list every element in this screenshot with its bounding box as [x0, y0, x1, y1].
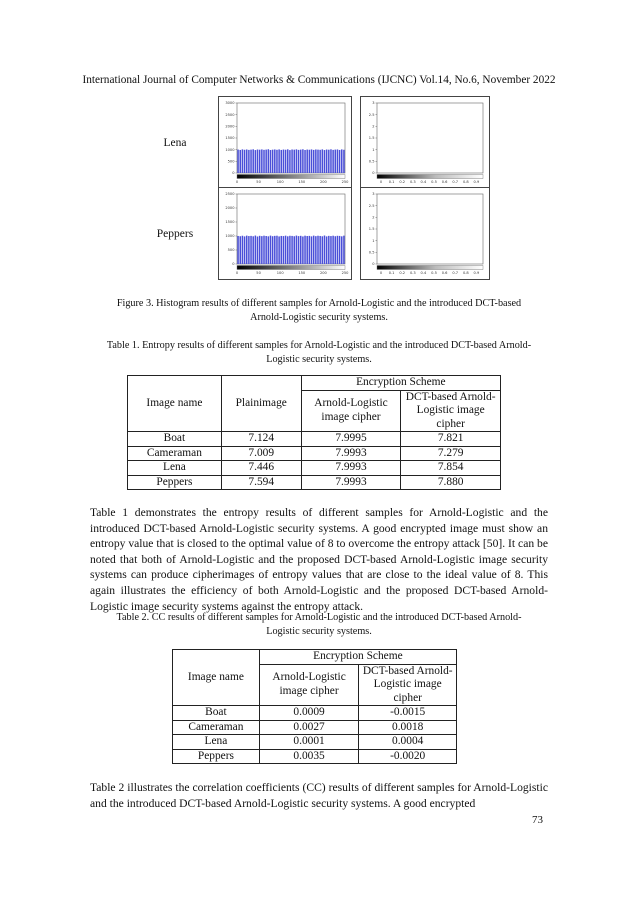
- table-1-col-image-name: Image name: [128, 376, 222, 432]
- table-2: [172, 649, 457, 764]
- histogram-bar: [339, 150, 341, 173]
- y-tick-label: 3: [372, 192, 375, 197]
- pixel-distribution-peppers: [360, 187, 490, 280]
- x-tick-label: 0.1: [388, 271, 395, 275]
- y-tick-label: 2.5: [368, 112, 375, 117]
- histogram-bar: [289, 150, 291, 173]
- y-tick-label: 0.5: [368, 250, 375, 255]
- histogram-bar: [309, 236, 311, 264]
- x-tick-label: 0.2: [399, 271, 406, 275]
- table-2-col-image-name: Image name: [173, 650, 260, 706]
- table-1-caption-line-1: Table 1. Entropy results of different samples for Arnold-Logistic and the introduced DCT-based Arnold-: [106, 340, 532, 351]
- y-tick-label: 0: [372, 262, 375, 267]
- table-1-header-row: [128, 376, 501, 391]
- histogram-bar: [319, 236, 321, 264]
- histogram-bar: [300, 150, 302, 173]
- histogram-bar: [265, 150, 267, 173]
- y-tick-label: 1.5: [368, 227, 375, 232]
- histogram-bar: [306, 150, 308, 173]
- histogram-peppers: [218, 187, 352, 280]
- histogram-bar: [341, 236, 343, 264]
- histogram-bar: [237, 236, 239, 264]
- histogram-bar: [300, 236, 302, 264]
- histogram-bar: [252, 236, 254, 264]
- y-tick-label: 2500: [225, 192, 235, 197]
- cell-dct-based: 0.0018: [359, 720, 457, 735]
- cell-arnold-logistic: 0.0027: [259, 720, 359, 735]
- histogram-bar: [250, 150, 252, 173]
- cell-image-name: Peppers: [128, 475, 222, 490]
- table-row: [173, 749, 457, 764]
- table-2-col-dct-based: DCT-based Arnold-Logistic image cipher: [359, 664, 457, 706]
- cell-dct-based: -0.0015: [359, 706, 457, 721]
- paragraph-correlation: Table 2 illustrates the correlation coefficients (CC) results of different samples for Arnold-Logistic and the introduced DCT-based Arnold-Logistic security systems. A good encrypted: [90, 781, 548, 810]
- histogram-bar: [291, 150, 293, 173]
- histogram-bar: [330, 149, 332, 173]
- cell-dct-based: 7.279: [401, 446, 501, 461]
- histogram-bar: [326, 236, 328, 264]
- histogram-bar: [242, 149, 244, 173]
- x-tick-label: 0.5: [431, 180, 437, 184]
- figure-caption: [60, 297, 578, 325]
- histogram-bar: [291, 236, 293, 264]
- x-tick-label: 250: [341, 180, 349, 184]
- y-tick-label: 0: [232, 171, 235, 176]
- x-tick-label: 0.9: [473, 271, 480, 275]
- histogram-bar: [289, 236, 291, 264]
- x-tick-label: 0.4: [420, 271, 427, 275]
- histogram-bar: [317, 150, 319, 173]
- histogram-bar: [337, 149, 339, 173]
- x-tick-label: 0.6: [441, 180, 448, 184]
- histogram-bar: [328, 236, 330, 264]
- histogram-bar: [313, 150, 315, 173]
- table-1-caption: [60, 339, 578, 367]
- y-tick-label: 0: [232, 262, 235, 267]
- cell-image-name: Peppers: [173, 749, 260, 764]
- histogram-bar: [268, 236, 270, 264]
- x-tick-label: 0: [379, 271, 383, 275]
- y-tick-label: 1500: [225, 220, 235, 225]
- cell-plainimage: 7.009: [221, 446, 301, 461]
- cell-dct-based: 7.880: [401, 475, 501, 490]
- histogram-bar: [274, 149, 276, 173]
- table-2-header-row: [173, 650, 457, 665]
- x-tick-label: 0: [379, 180, 383, 184]
- cell-image-name: Boat: [128, 432, 222, 447]
- histogram-bar: [324, 236, 326, 264]
- plot-frame: [377, 103, 483, 173]
- y-tick-label: 2.5: [368, 203, 375, 208]
- y-tick-label: 2000: [225, 124, 235, 129]
- histogram-bar: [313, 236, 315, 264]
- table-row: [128, 461, 501, 476]
- x-tick-label: 50: [256, 271, 261, 275]
- y-tick-label: 3000: [225, 101, 235, 106]
- histogram-bar: [276, 150, 278, 173]
- figure-caption-line-1: Figure 3. Histogram results of different samples for Arnold-Logistic and the introduced DCT-based: [116, 298, 522, 309]
- cell-arnold-logistic: 0.0001: [259, 735, 359, 750]
- cell-dct-based: -0.0020: [359, 749, 457, 764]
- histogram-bar: [259, 150, 261, 173]
- histogram-bar: [293, 150, 295, 173]
- table-row: [173, 735, 457, 750]
- histogram-bar: [252, 149, 254, 173]
- plot-frame: [377, 194, 483, 264]
- histogram-bar: [335, 150, 337, 173]
- histogram-bar: [261, 236, 263, 264]
- cell-image-name: Boat: [173, 706, 260, 721]
- y-tick-label: 1500: [225, 136, 235, 141]
- histogram-bar: [272, 236, 274, 264]
- x-tick-label: 150: [298, 180, 306, 184]
- x-tick-label: 0.3: [409, 271, 416, 275]
- histogram-bar: [285, 150, 287, 173]
- histogram-bar: [304, 150, 306, 173]
- histogram-bar: [278, 236, 280, 264]
- grayscale-strip: [377, 175, 483, 179]
- histogram-bar: [319, 150, 321, 173]
- journal-header: International Journal of Computer Networks & Communications (IJCNC) Vol.14, No.6, November 2022: [82, 74, 556, 86]
- x-tick-label: 0.2: [399, 180, 406, 184]
- histogram-bar: [255, 236, 257, 264]
- table-row: [128, 432, 501, 447]
- cell-dct-based: 7.821: [401, 432, 501, 447]
- x-tick-label: 0.8: [462, 180, 469, 184]
- histogram-bar: [315, 236, 317, 264]
- page-number: 73: [532, 814, 543, 826]
- cell-image-name: Cameraman: [128, 446, 222, 461]
- cell-arnold-logistic: 0.0009: [259, 706, 359, 721]
- x-tick-label: 0.7: [452, 180, 459, 184]
- histogram-bar: [322, 149, 324, 173]
- histogram-bar: [237, 150, 239, 173]
- cell-arnold-logistic: 7.9993: [301, 446, 401, 461]
- table-2-caption-line-2: Logistic security systems.: [266, 626, 372, 637]
- cell-image-name: Cameraman: [173, 720, 260, 735]
- table-1-col-arnold-logistic: Arnold-Logistic image cipher: [301, 390, 401, 432]
- histogram-bar: [281, 150, 283, 173]
- y-tick-label: 1: [372, 147, 375, 152]
- table-row: [173, 706, 457, 721]
- histogram-bar: [270, 150, 272, 173]
- histogram-bar: [343, 236, 345, 264]
- histogram-bar: [328, 150, 330, 173]
- cell-dct-based: 7.854: [401, 461, 501, 476]
- histogram-bar: [239, 236, 241, 264]
- cell-image-name: Lena: [173, 735, 260, 750]
- y-tick-label: 2: [372, 124, 375, 129]
- histogram-bar: [276, 236, 278, 264]
- cell-plainimage: 7.446: [221, 461, 301, 476]
- histogram-bar: [244, 236, 246, 264]
- table-2-group-header: Encryption Scheme: [259, 650, 456, 665]
- histogram-bar: [239, 150, 241, 173]
- y-tick-label: 1: [372, 238, 375, 243]
- histogram-bar: [281, 236, 283, 264]
- histogram-bar: [332, 236, 334, 264]
- histogram-bar: [302, 149, 304, 173]
- cell-plainimage: 7.594: [221, 475, 301, 490]
- x-tick-label: 50: [256, 180, 261, 184]
- histogram-bar: [335, 236, 337, 264]
- table-2-col-arnold-logistic: Arnold-Logistic image cipher: [259, 664, 359, 706]
- histogram-bar: [315, 149, 317, 173]
- x-tick-label: 0: [235, 180, 239, 184]
- histogram-bar: [296, 236, 298, 264]
- table-1-col-dct-based: DCT-based Arnold-Logistic image cipher: [401, 390, 501, 432]
- histogram-bar: [268, 149, 270, 173]
- histogram-bar: [257, 150, 259, 173]
- histogram-bar: [246, 149, 248, 173]
- histogram-bar: [339, 236, 341, 264]
- histogram-bar: [304, 236, 306, 264]
- histogram-bar: [287, 149, 289, 173]
- histogram-bar: [274, 236, 276, 264]
- grayscale-strip: [237, 175, 345, 179]
- histogram-bar: [302, 236, 304, 264]
- x-tick-label: 0: [235, 271, 239, 275]
- histogram-bar: [343, 150, 345, 173]
- x-tick-label: 0.5: [431, 271, 437, 275]
- histogram-bar: [311, 236, 313, 264]
- histogram-bar: [298, 150, 300, 173]
- table-1-group-header: Encryption Scheme: [301, 376, 500, 391]
- x-tick-label: 100: [276, 271, 284, 275]
- y-tick-label: 3: [372, 101, 375, 106]
- cell-arnold-logistic: 7.9995: [301, 432, 401, 447]
- x-tick-label: 0.8: [462, 271, 469, 275]
- figure-caption-line-2: Arnold-Logistic security systems.: [250, 312, 388, 323]
- histogram-bar: [248, 150, 250, 173]
- histogram-bar: [311, 149, 313, 173]
- x-tick-label: 150: [298, 271, 306, 275]
- row-label-lena: Lena: [163, 137, 187, 149]
- cell-arnold-logistic: 7.9993: [301, 475, 401, 490]
- y-tick-label: 2500: [225, 112, 235, 117]
- y-tick-label: 0: [372, 171, 375, 176]
- cell-arnold-logistic: 0.0035: [259, 749, 359, 764]
- grayscale-strip: [377, 266, 483, 270]
- row-label-peppers: Peppers: [156, 228, 194, 240]
- y-tick-label: 500: [227, 248, 235, 253]
- histogram-bar: [246, 236, 248, 264]
- y-tick-label: 2000: [225, 206, 235, 211]
- histogram-bar: [257, 236, 259, 264]
- histogram-bar: [317, 236, 319, 264]
- histogram-bar: [250, 236, 252, 264]
- histogram-bar: [283, 236, 285, 264]
- table-2-caption-line-1: Table 2. CC results of different samples for Arnold-Logistic and the introduced DCT-based Arnold-: [116, 612, 522, 623]
- table-1-col-plainimage: Plainimage: [221, 376, 301, 432]
- histogram-bar: [337, 236, 339, 264]
- x-tick-label: 250: [341, 271, 349, 275]
- histogram-bar: [296, 149, 298, 173]
- histogram-bar: [244, 150, 246, 173]
- cell-dct-based: 0.0004: [359, 735, 457, 750]
- table-row: [128, 475, 501, 490]
- histogram-bar: [278, 149, 280, 173]
- histogram-bar: [341, 149, 343, 173]
- histogram-bar: [248, 236, 250, 264]
- histogram-bar: [259, 236, 261, 264]
- histogram-bar: [324, 150, 326, 173]
- cell-arnold-logistic: 7.9993: [301, 461, 401, 476]
- histogram-bar: [332, 150, 334, 173]
- histogram-bar: [322, 236, 324, 264]
- histogram-bar: [326, 150, 328, 173]
- histogram-bar: [293, 236, 295, 264]
- histogram-bar: [242, 236, 244, 264]
- grayscale-strip: [237, 266, 345, 270]
- x-tick-label: 0.7: [452, 271, 459, 275]
- histogram-bar: [285, 236, 287, 264]
- histogram-bar: [306, 236, 308, 264]
- histogram-lena: [218, 96, 352, 189]
- x-tick-label: 0.3: [409, 180, 416, 184]
- histogram-bar: [263, 236, 265, 264]
- table-row: [173, 720, 457, 735]
- table-2-caption: [60, 611, 578, 639]
- table-1: [127, 375, 501, 490]
- table-row: [128, 446, 501, 461]
- y-tick-label: 1000: [225, 147, 235, 152]
- y-tick-label: 1000: [225, 234, 235, 239]
- histogram-bar: [287, 236, 289, 264]
- x-tick-label: 0.9: [473, 180, 480, 184]
- y-tick-label: 1.5: [368, 136, 375, 141]
- histogram-bar: [265, 236, 267, 264]
- histogram-bar: [270, 236, 272, 264]
- histogram-bar: [261, 149, 263, 173]
- table-1-caption-line-2: Logistic security systems.: [266, 354, 372, 365]
- x-tick-label: 200: [319, 180, 327, 184]
- pixel-distribution-lena: [360, 96, 490, 189]
- histogram-bar: [283, 150, 285, 173]
- histogram-bar: [263, 150, 265, 173]
- histogram-bar: [298, 236, 300, 264]
- histogram-bar: [330, 236, 332, 264]
- histogram-bar: [272, 150, 274, 173]
- cell-image-name: Lena: [128, 461, 222, 476]
- y-tick-label: 0.5: [368, 159, 375, 164]
- x-tick-label: 100: [276, 180, 284, 184]
- y-tick-label: 2: [372, 215, 375, 220]
- paragraph-entropy: Table 1 demonstrates the entropy results of different samples for Arnold-Logistic and the introduced DCT-based Arnold-Logistic security systems. A good encrypted image must show an entropy value that is closed to the optimal value of 8 to overcome the entropy attack [50]. It can be noted that both of Arnold-Logistic and the proposed DCT-based Arnold-Logistic image security systems can produce cipherimages of entropy values that are close to the ideal value of 8. This again illustrates the efficiency of both Arnold-Logistic and the proposed DCT-based Arnold-Logistic image security systems against the entropy attack.: [90, 506, 548, 613]
- histogram-bar: [255, 150, 257, 173]
- histogram-bar: [309, 150, 311, 173]
- x-tick-label: 0.4: [420, 180, 427, 184]
- y-tick-label: 500: [227, 159, 235, 164]
- x-tick-label: 200: [319, 271, 327, 275]
- x-tick-label: 0.1: [388, 180, 395, 184]
- x-tick-label: 0.6: [441, 271, 448, 275]
- cell-plainimage: 7.124: [221, 432, 301, 447]
